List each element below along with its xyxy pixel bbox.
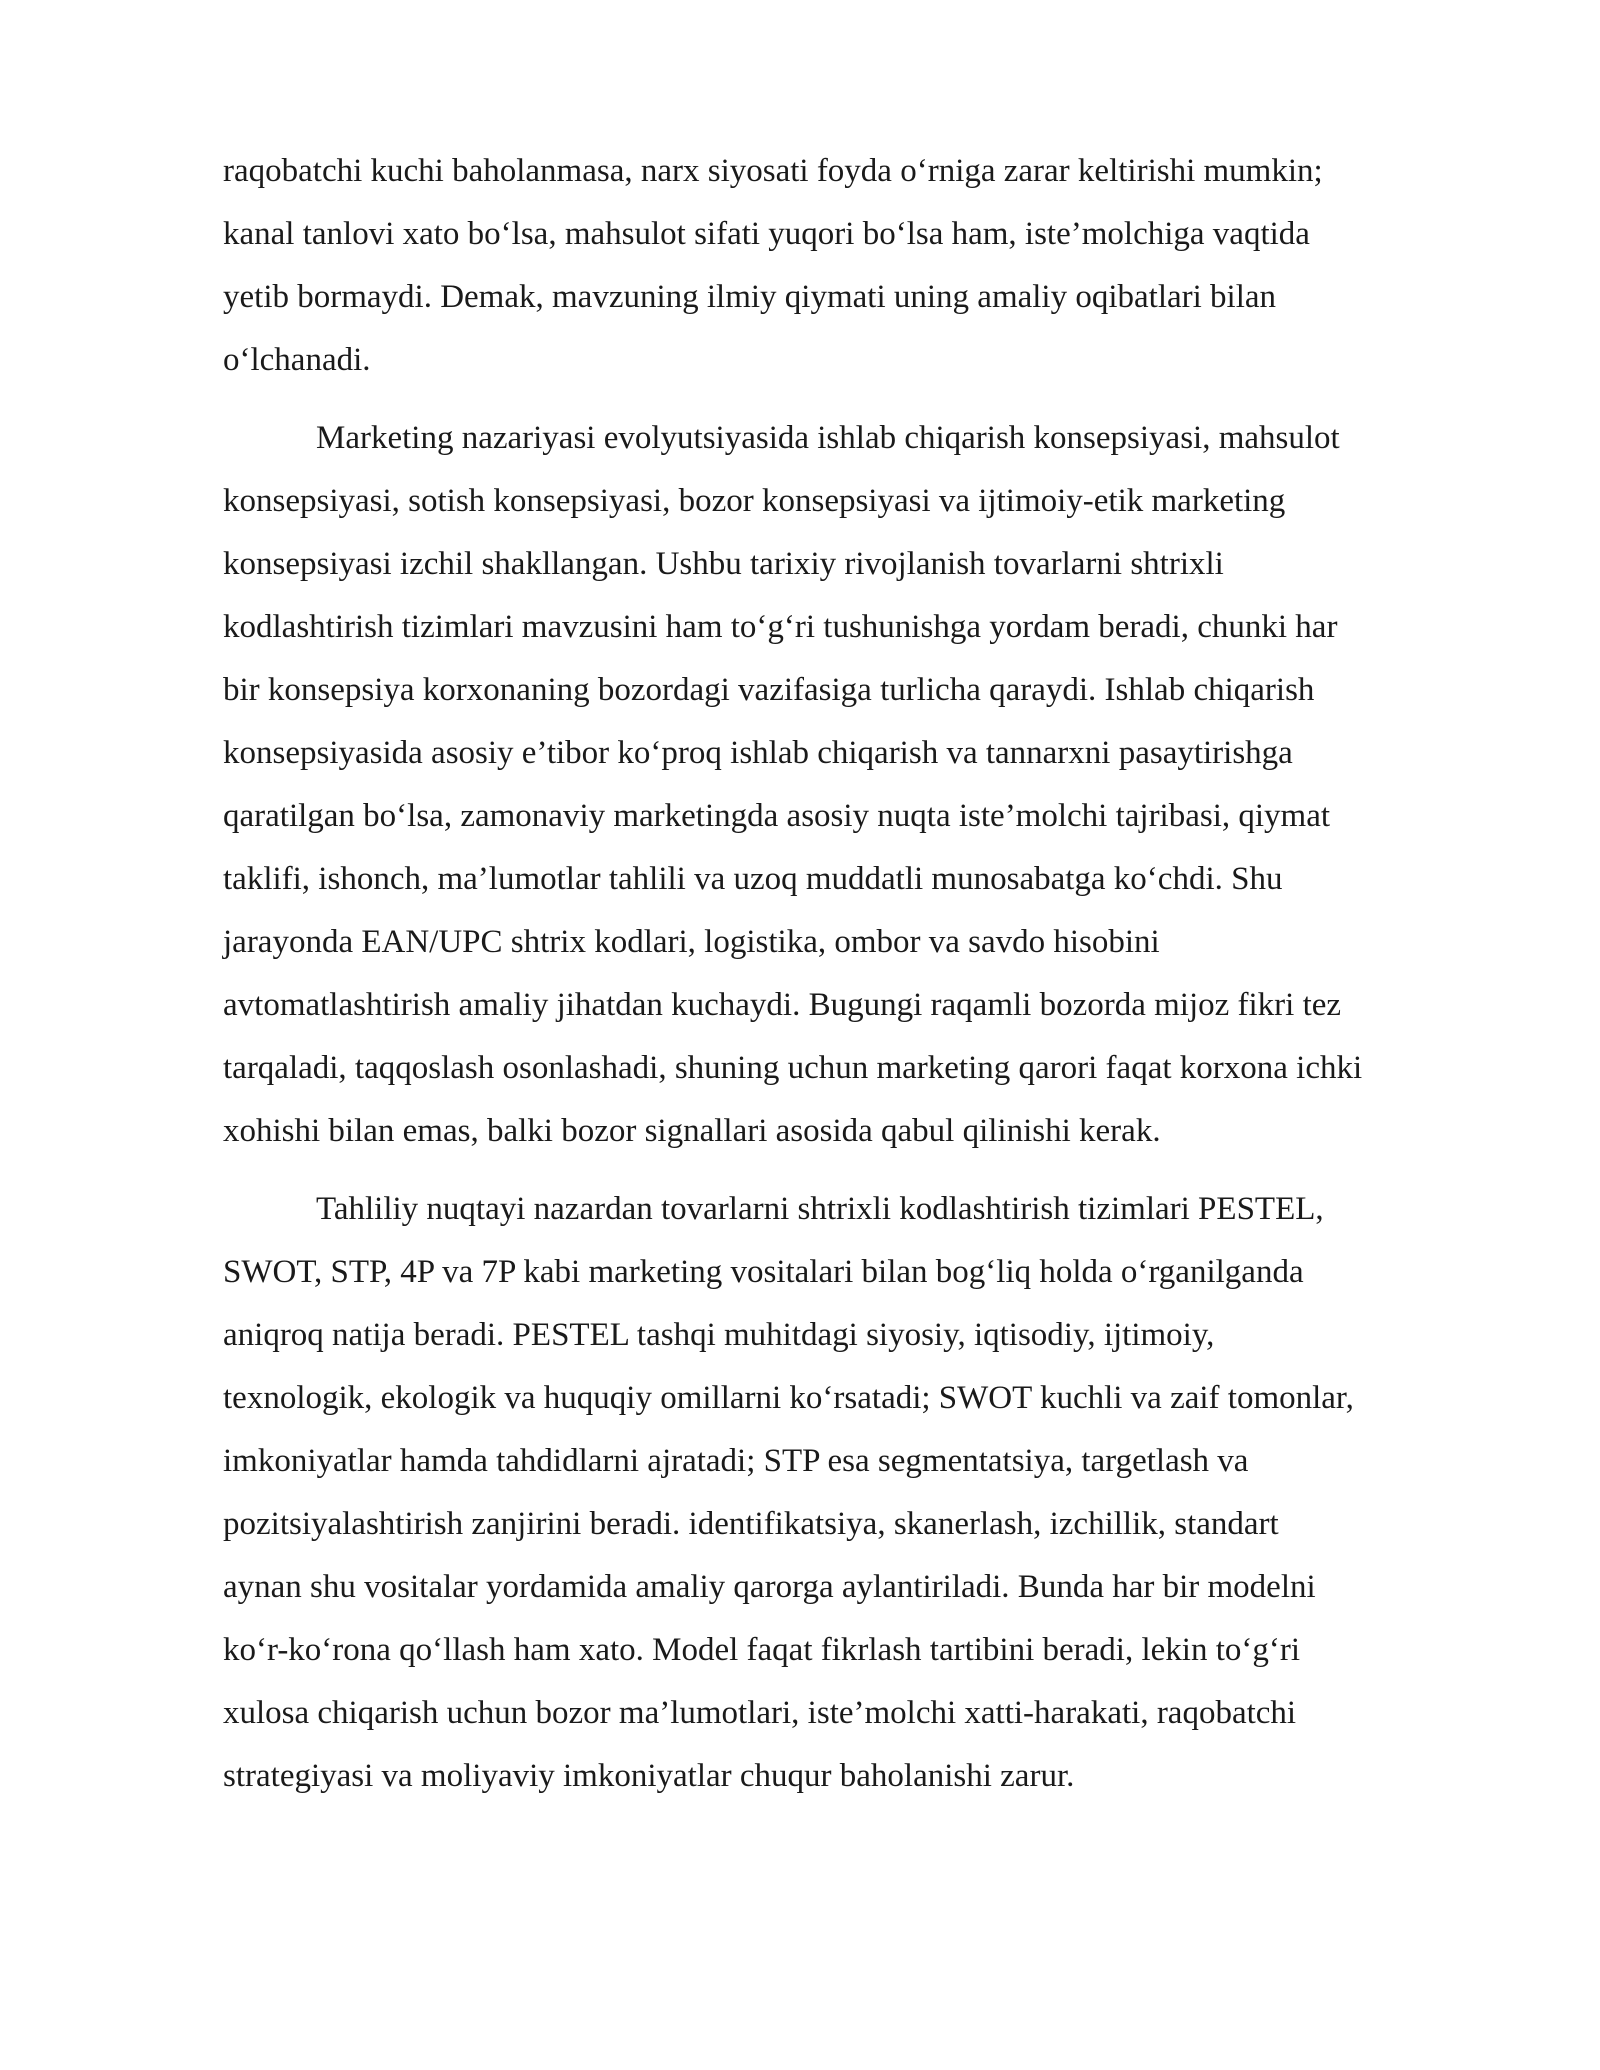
text-line: pozitsiyalashtirish zanjirini beradi. identifikatsiya, skanerlash, izchillik, standart — [223, 1506, 1279, 1542]
text-line: ko‘r-ko‘rona qo‘llash ham xato. Model faqat fikrlash tartibini beradi, lekin to‘g‘ri — [223, 1632, 1301, 1668]
text-line: strategiyasi va moliyaviy imkoniyatlar chuqur baholanishi zarur. — [223, 1758, 1075, 1794]
text-line: bir konsepsiya korxonaning bozordagi vazifasiga turlicha qaraydi. Ishlab chiqarish — [223, 672, 1315, 708]
paragraph-1 — [223, 140, 1493, 392]
text-line: SWOT, STP, 4P va 7P kabi marketing vositalari bilan bog‘liq holda o‘rganilganda — [223, 1254, 1304, 1290]
text-line: aniqroq natija beradi. PESTEL tashqi muhitdagi siyosiy, iqtisodiy, ijtimoiy, — [223, 1317, 1215, 1353]
text-line: aynan shu vositalar yordamida amaliy qarorga aylantiriladi. Bunda har bir modelni — [223, 1569, 1316, 1605]
text-line: konsepsiyasida asosiy e’tibor ko‘proq ishlab chiqarish va tannarxni pasaytirishga — [223, 735, 1293, 771]
text-line: xulosa chiqarish uchun bozor ma’lumotlari, iste’molchi xatti-harakati, raqobatchi — [223, 1695, 1297, 1731]
text-line: o‘lchanadi. — [223, 342, 371, 378]
text-line: qaratilgan bo‘lsa, zamonaviy marketingda asosiy nuqta iste’molchi tajribasi, qiymat — [223, 798, 1331, 834]
text-line: yetib bormaydi. Demak, mavzuning ilmiy qiymati uning amaliy oqibatlari bilan — [223, 279, 1277, 315]
text-line: avtomatlashtirish amaliy jihatdan kuchaydi. Bugungi raqamli bozorda mijoz fikri tez — [223, 987, 1342, 1023]
text-line: jarayonda EAN/UPC shtrix kodlari, logistika, ombor va savdo hisobini — [223, 924, 1160, 960]
text-line: imkoniyatlar hamda tahdidlarni ajratadi; STP esa segmentatsiya, targetlash va — [223, 1443, 1249, 1479]
text-line: kodlashtirish tizimlari mavzusini ham to‘g‘ri tushunishga yordam beradi, chunki har — [223, 609, 1338, 645]
text-line: Marketing nazariyasi evolyutsiyasida ishlab chiqarish konsepsiyasi, mahsulot — [316, 420, 1340, 456]
text-line: taklifi, ishonch, ma’lumotlar tahlili va uzoq muddatli munosabatga ko‘chdi. Shu — [223, 861, 1283, 897]
text-line: xohishi bilan emas, balki bozor signallari asosida qabul qilinishi kerak. — [223, 1113, 1161, 1149]
paragraph-2 — [223, 407, 1493, 1163]
text-line: konsepsiyasi izchil shakllangan. Ushbu tarixiy rivojlanish tovarlarni shtrixli — [223, 546, 1224, 582]
text-line: Tahliliy nuqtayi nazardan tovarlarni shtrixli kodlashtirish tizimlari PESTEL, — [316, 1191, 1324, 1227]
paragraph-3 — [223, 1178, 1493, 1808]
text-line: konsepsiyasi, sotish konsepsiyasi, bozor konsepsiyasi va ijtimoiy-etik marketing — [223, 483, 1286, 519]
text-line: raqobatchi kuchi baholanmasa, narx siyosati foyda o‘rniga zarar keltirishi mumkin; — [223, 153, 1323, 189]
text-line: texnologik, ekologik va huquqiy omillarni ko‘rsatadi; SWOT kuchli va zaif tomonlar, — [223, 1380, 1354, 1416]
text-line: kanal tanlovi xato bo‘lsa, mahsulot sifati yuqori bo‘lsa ham, iste’molchiga vaqtida — [223, 216, 1310, 252]
document-body — [223, 140, 1493, 1823]
text-line: tarqaladi, taqqoslash osonlashadi, shuning uchun marketing qarori faqat korxona ichki — [223, 1050, 1363, 1086]
